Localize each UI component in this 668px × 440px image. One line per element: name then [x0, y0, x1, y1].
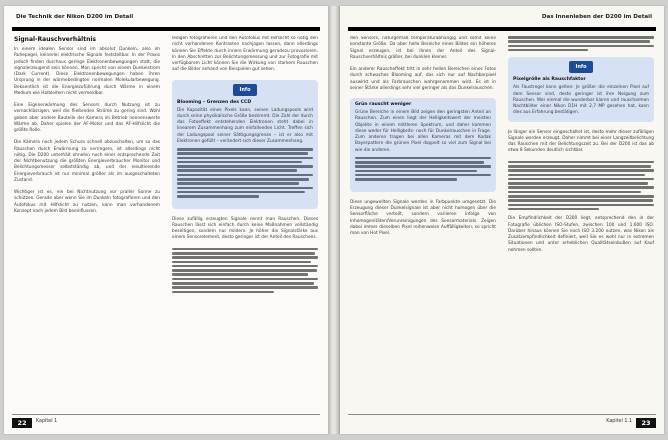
left-paragraph-2: Eine Eigenerwärmung des Sensors durch Nutzung ist zu vernachlässigen, weil die fließenden Ströme zu gering sind. Wohl geben aber andere Bauteile der Kamera im Betrieb nennenswerte Wärme ab. Daher spielen der AF-Motor und das AF-Hilfslicht die größte Rolle.	[14, 103, 160, 133]
left-paragraph-6: Diese zufällig erzeugten Signale nennt man Rauschen. Dieses Rauschen lässt sich einfach durch keine Maßnahmen vollständig beseitigen, sondern nur mildern. Je höher die Signalstärke aus einem Sensorelement, desto geringer ist der Anteil des Rauschens.	[172, 216, 318, 241]
left-page-number: 22	[12, 418, 32, 428]
info-badge-right: Info	[569, 61, 593, 73]
info-box-green-text: Grüne Bereiche in einem Bild zeigen den geringsten Anteil an Rauschen. Zum einen liegt der Helligkeitswert der meisten Objekte in einem mittleren Spektrum, und daher kommen diese weder für Helligkeits- noch für Dunkelrauschen in Frage. Zum anderen tragen bei allen Kameras mit dem Kodak Bayerpattern die grünen Pixel doppelt so viel zum Signal bei wie die anderen.	[355, 110, 491, 153]
right-page-number: 23	[636, 418, 656, 428]
right-running-head: Das Innenleben der D200 im Detail	[541, 14, 652, 20]
left-paragraph-5: ledigen fotografieren und den Autofokus mit Hilfslicht so nötig den nicht vorhandenen Kontrasten nachjagen lassen, dann allerdings können Sie Effekte durch innere Erwärmung geradezu provozieren. In den Abschnitten zur Belichtungsmessung und zur Fotografie mit verfügbarem Licht können Sie die Wirkung von starkem Rauschen auf die Bilder anhand von Beispielen gut sehen.	[172, 36, 318, 73]
left-column-2-lines	[172, 248, 318, 293]
right-chapter-label: Kapitel 1.1	[606, 419, 632, 424]
left-paragraph-4: Wichtiger ist es, ein bei Nichtnutzung vor praller Sonne zu schützen. Gerade aber wenn Sie im Dunkeln fotografieren und den Autofokus mit Hilfslicht zu nutzen, kann man vorhandenem Konzept nach jedem Bild beeinflussen.	[14, 190, 160, 214]
info-box-pixel-title: Pixelgröße als Rauschfaktor	[513, 77, 586, 83]
right-paragraph-2: Ein anderer Rauscheffekt tritt in sehr hellen Bereichen eines Fotos durch schwaches Blooming auf, das sich nur auf Nachbarpixel auswirkt und als Farbrauschen wahrgenommen wird. Es ist in seiner Stärke allerdings sehr viel geringer als das Dunkelrauschen.	[350, 67, 496, 91]
book-gutter	[328, 6, 340, 434]
info-box-blooming	[172, 80, 318, 209]
info-box-green-noise	[350, 98, 496, 192]
right-column-1	[350, 36, 496, 410]
right-column-2	[508, 36, 654, 410]
info-box-pixel-size	[508, 57, 654, 121]
left-column-1	[14, 36, 160, 410]
info-box-lines	[177, 148, 313, 198]
right-page	[340, 6, 664, 434]
right-paragraph-5: Die Empfindlichkeit der D200 liegt, entsprechend den in der Fotografie üblichen ISO-Stufen, zwischen 100 und 1.600 ISO. Darüber hinaus können Sie noch ISO 3.200 nutzen, was Nikon als Zusatzempfindlichkeit definiert, weil Sie es wohl nur in extremen Situationen und unter erheblichen Qualitätseinbußen auf Kauf nehmen sollten.	[508, 216, 654, 253]
info-box-title: Blooming – Grenzen des CCD	[177, 99, 252, 105]
right-paragraph-1: den Sensors, naturgemäß temperaturabhängig und somit keine konstante Größe. Da aber helle Bereiche eines Bildes ein höheres Signal erzeugen, ist bei ihnen der Anteil des Signal-Rauschverhältnis größer, bei dunklen kleiner.	[350, 36, 496, 60]
right-paragraph-3: Diese ungewollten Signale werden in Farbpunkte umgesetzt. Die Erzeugung dieser Dunkelsignale ist aber nicht homogen über die Sensorfläche verteilt, sondern variieren infolge von Inhomogenitäten/Verunreinigungen des Sensormaterials. Zeigen dabei immer dieselben Pixel reihenweise Auffälligkeiten, so spricht man von Hot Pixel.	[350, 199, 496, 236]
info-box-pixel-text: Als Faustregel kann gelten: Je größer die einzelnen Pixel auf dem Sensor sind, desto geringer ist ihre Neigung zum Rauschen. Wer einmal die wunderbar klaren und rauscharmen Nachtbilder einer Nikon D1H mit 2,7 MP gesehen hat, kann dies aus Erfahrung bestätigen.	[513, 85, 649, 116]
right-column-2-mid-lines	[508, 161, 654, 211]
info-box-green-lines	[355, 157, 491, 181]
section-title: Signal-Rauschverhältnis	[14, 36, 96, 43]
left-footer-rule	[12, 414, 320, 415]
right-column-2-top-lines	[508, 36, 654, 51]
left-page	[4, 6, 328, 434]
left-paragraph-3: Die Kamera noch jedem Schuss schnell abzuschalten, um so das Rauschen durch Erwärmung zu verringern, ist allerdings nicht nötig. Die D200 unterhält ohnehin noch einer entsprechende Zeit der Nichtbenutzung die größten Energieverbraucher Monitor und Belichtungsmesser selbstständig ab, und der resultierende Energieverbrauch ist nur minimal größer als im ausgeschalteten Zustand.	[14, 140, 160, 183]
left-paragraph-1: In einem idealen Sensor sind im absolut Dunkeln, also im Ruhepegel, keinerlei elektrische Signale feststellbar. In der Praxis jedoch finden durchaus geringe Elektronenbewegungen statt, die signalerzeugend sein können. Man spricht von einem Dunkelstrom (Dark Current). Diese Elektronenbewegungen haben ihren Ursprung in der wärmebedingten normalen Molekularbewegung. Bekanntlich ist die Energiezuführung durch Wärme in einem Medium wie Halbleitern nicht vermeidbar.	[14, 47, 160, 96]
right-footer-rule	[348, 414, 656, 415]
left-chapter-label: Kapitel 1	[36, 419, 58, 424]
info-box-text: Die Kapazität eines Pixels kann, seinen Ladungspools wird durch seine physikalische Größe bestimmt. Die Zahl der durch das Fotoeffekt entstehenden Elektronen steht dabei in linearem Zusammenhang zum einfallenden Licht. Treffen sich der Ladungspool seiner Sättigungsgrenze – ist er also mit Elektronen gefüllt – verändert sich dieser Zusammenhang.	[177, 107, 313, 144]
left-running-head: Die Technik der Nikon D200 im Detail	[16, 14, 134, 20]
right-paragraph-4: Je länger ein Sensor eingeschaltet ist, desto mehr dieser zufälligen Signale werden erzeugt. Daher nimmt bei einer Langzeitbelichtung das Rauschen mit der Belichtungszeit zu. Bei der D200 ist das ab etwa 8 Sekunden deutlich sichtbar.	[508, 129, 654, 154]
info-box-green-title: Grün rauscht weniger	[355, 102, 412, 107]
left-column-2	[172, 36, 318, 410]
info-badge: Info	[233, 84, 257, 96]
left-header-rule	[12, 27, 320, 31]
right-header-rule	[348, 27, 656, 31]
